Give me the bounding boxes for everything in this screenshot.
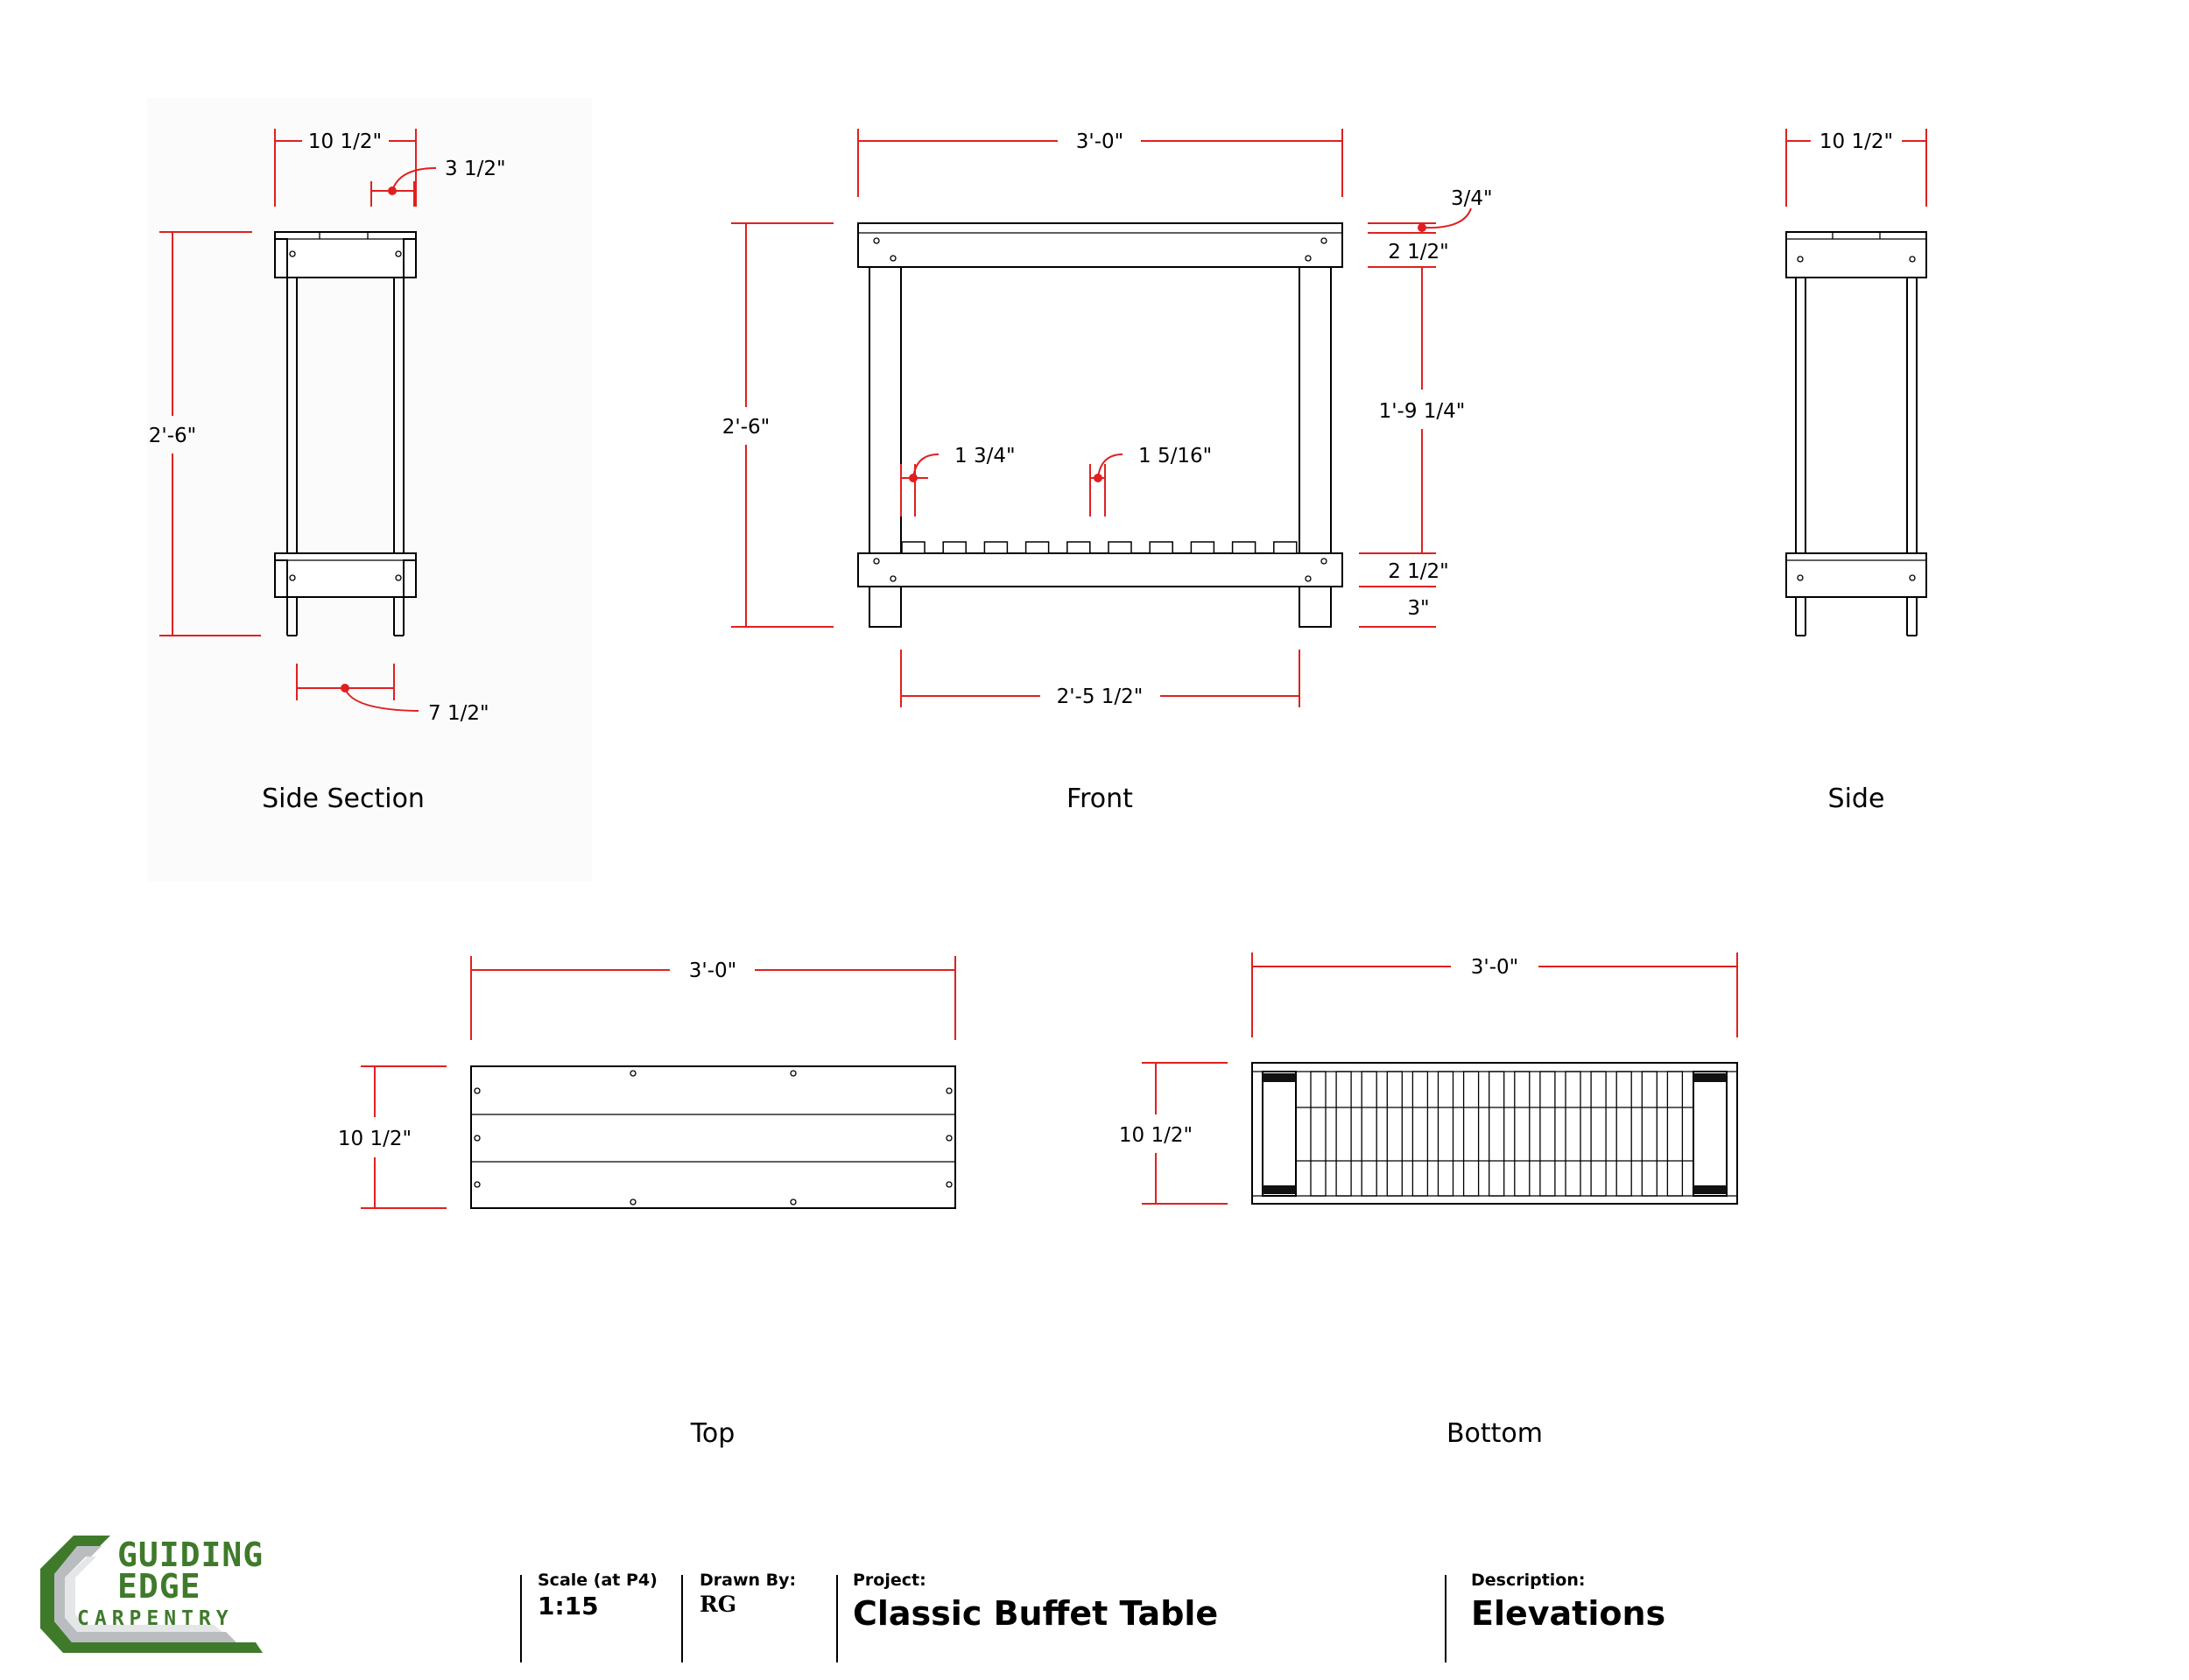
front-length-dim: 3'-0"	[1075, 130, 1124, 153]
title-block-divider	[681, 1575, 683, 1662]
top-length-dim: 3'-0"	[688, 959, 737, 982]
front-title: Front	[1066, 784, 1133, 814]
front-height-dim: 2'-6"	[721, 416, 771, 439]
scale-value: 1:15	[538, 1592, 599, 1620]
side-section-width-dim: 10 1/2"	[307, 130, 383, 153]
front-top-thickness-dim: 3/4"	[1451, 187, 1493, 210]
front-slat	[1026, 542, 1049, 553]
front-slat-gap-dim: 1 5/16"	[1138, 445, 1213, 467]
bottom-view	[1119, 952, 1737, 1449]
title-block-divider	[1445, 1575, 1446, 1662]
project-label: Project:	[853, 1571, 926, 1590]
title-block-divider	[836, 1575, 838, 1662]
title-block-divider	[520, 1575, 522, 1662]
bottom-length-dim: 3'-0"	[1470, 956, 1519, 979]
front-slat	[1191, 542, 1214, 553]
side-section-leg-span-dim: 7 1/2"	[428, 702, 489, 725]
front-slat	[1274, 542, 1297, 553]
drawn-by-label: Drawn By:	[700, 1571, 797, 1590]
front-slat	[984, 542, 1007, 553]
front-slat	[902, 542, 925, 553]
top-title: Top	[690, 1418, 736, 1449]
front-apron-dim: 2 1/2"	[1388, 241, 1449, 264]
logo-word-carpentry: CARPENTRY	[77, 1607, 234, 1630]
top-view	[338, 956, 955, 1449]
top-depth-dim: 10 1/2"	[337, 1128, 412, 1150]
side-section-title: Side Section	[262, 784, 425, 814]
front-inner-span-dim: 2'-5 1/2"	[1056, 685, 1144, 708]
front-slat	[1150, 542, 1172, 553]
side-section-board-dim: 3 1/2"	[445, 158, 506, 180]
description-label: Description:	[1471, 1571, 1586, 1590]
front-leg-width-dim: 1 3/4"	[954, 445, 1016, 467]
scale-label: Scale (at P4)	[538, 1571, 658, 1590]
bottom-title: Bottom	[1446, 1418, 1544, 1449]
front-slat	[1067, 542, 1090, 553]
logo-word-edge: EDGE	[117, 1567, 201, 1606]
side-view	[1786, 129, 1926, 814]
front-opening-dim: 1'-9 1/4"	[1378, 400, 1466, 423]
side-section-height-dim: 2'-6"	[148, 425, 197, 447]
front-slat	[943, 542, 966, 553]
drawn-by-value: RG	[700, 1592, 737, 1617]
front-slat	[1233, 542, 1256, 553]
front-lower-rail-dim: 2 1/2"	[1388, 560, 1449, 583]
front-slat	[1109, 542, 1131, 553]
front-slats	[902, 542, 1297, 553]
bottom-depth-dim: 10 1/2"	[1118, 1124, 1193, 1147]
company-logo	[39, 1534, 268, 1656]
logo-word-guiding: GUIDING	[117, 1536, 264, 1574]
side-title: Side	[1827, 784, 1885, 814]
front-view	[722, 129, 1493, 814]
description-value: Elevations	[1471, 1594, 1666, 1633]
side-width-dim: 10 1/2"	[1819, 130, 1894, 153]
front-foot-dim: 3"	[1407, 597, 1430, 620]
side-section-panel	[147, 98, 592, 882]
project-value: Classic Buffet Table	[853, 1594, 1219, 1633]
